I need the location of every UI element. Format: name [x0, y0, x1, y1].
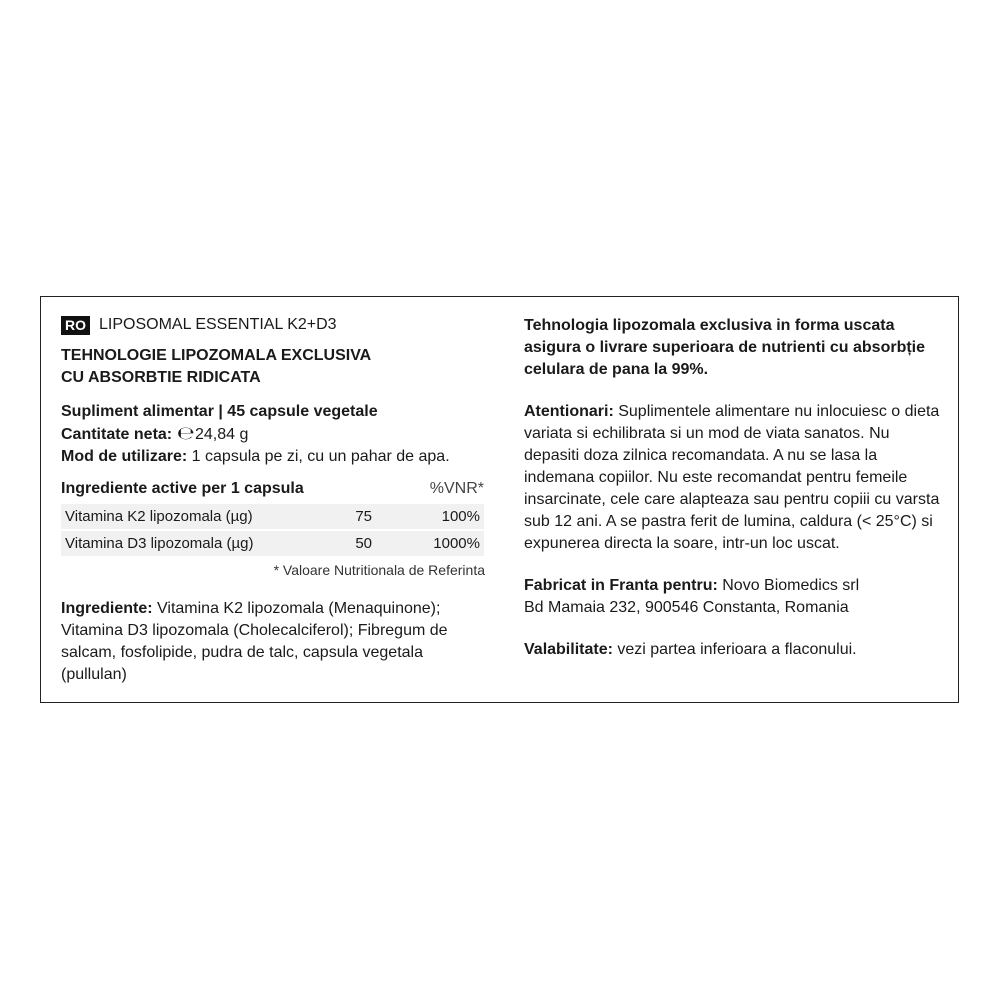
net-quantity-value: 24,84 g	[194, 426, 249, 443]
right-column	[524, 315, 944, 661]
ingredient-vnr: 1000%	[376, 530, 484, 557]
ingredients-label: Ingrediente:	[61, 600, 153, 617]
validity-text: vezi partea inferioara a flaconului.	[612, 641, 857, 658]
manufacturer-address: Bd Mamaia 232, 900546 Constanta, Romania	[524, 599, 849, 616]
headline-line-1: TEHNOLOGIE LIPOZOMALA EXCLUSIVA	[61, 347, 372, 364]
usage-instructions	[61, 446, 485, 468]
product-title-row	[61, 315, 485, 335]
usage-text: 1 capsula pe zi, cu un pahar de apa.	[187, 448, 450, 465]
supplement-line: Supliment alimentar | 45 capsule vegetale	[61, 403, 378, 420]
net-quantity	[61, 423, 485, 446]
vnr-footnote: * Valoare Nutritionala de Referinta	[273, 562, 485, 578]
product-info	[61, 401, 485, 468]
headline-line-2: CU ABSORBTIE RIDICATA	[61, 369, 261, 386]
manufacturer-name: Novo Biomedics srl	[717, 577, 860, 594]
table-header-ingredients: Ingrediente active per 1 capsula	[61, 480, 304, 497]
active-ingredients-table	[61, 480, 484, 558]
estimated-sign-icon: ℮	[176, 423, 195, 444]
net-quantity-label: Cantitate neta:	[61, 426, 173, 443]
usage-label: Mod de utilizare:	[61, 448, 188, 465]
table-header-vnr: %VNR*	[429, 480, 484, 497]
ingredient-amount: 75	[308, 504, 376, 530]
product-name: LIPOSOMAL ESSENTIAL K2+D3	[99, 316, 337, 333]
ingredient-name: Vitamina K2 lipozomala (µg)	[61, 504, 308, 530]
table-header-row	[61, 480, 484, 504]
validity	[524, 639, 944, 661]
language-badge: RO	[61, 316, 90, 335]
table-row	[61, 504, 484, 530]
warnings-text: Suplimentele alimentare nu inlocuiesc o dieta variata si echilibrata si un mod de viata sanatos. Nu depasiti doza zilnica recomandata. A nu se lasa la indemana copiilor. Nu este recomandat pentru femeile insarcinate, cele care alapteaza sau pentru copiii cu varsta sub 12 ani. A se pastra ferit de lumina, caldura (< 25°C) si expunerea directa la soare, intr-un loc uscat.	[524, 403, 940, 552]
manufacturer-line	[524, 575, 944, 597]
technology-statement: Tehnologia lipozomala exclusiva in forma uscata asigura o livrare superioara de nutrienti cu absorbție celulara de pana la 99%.	[524, 317, 926, 378]
warnings-label: Atentionari:	[524, 403, 614, 420]
manufacturer-label: Fabricat in Franta pentru:	[524, 577, 718, 594]
product-label	[40, 296, 959, 703]
ingredients-text: Vitamina K2 lipozomala (Menaquinone); Vitamina D3 lipozomala (Cholecalciferol); Fibregum de salcam, fosfolipide, pudra de talc, capsula vegetala (pullulan)	[61, 600, 448, 683]
ingredients-list	[61, 598, 485, 686]
left-column	[61, 315, 485, 686]
ingredient-name: Vitamina D3 lipozomala (µg)	[61, 530, 308, 557]
validity-label: Valabilitate:	[524, 641, 613, 658]
manufacturer-info	[524, 575, 944, 619]
ingredient-vnr: 100%	[376, 504, 484, 530]
headline	[61, 345, 485, 389]
ingredient-amount: 50	[308, 530, 376, 557]
warnings	[524, 401, 944, 555]
table-row	[61, 530, 484, 557]
